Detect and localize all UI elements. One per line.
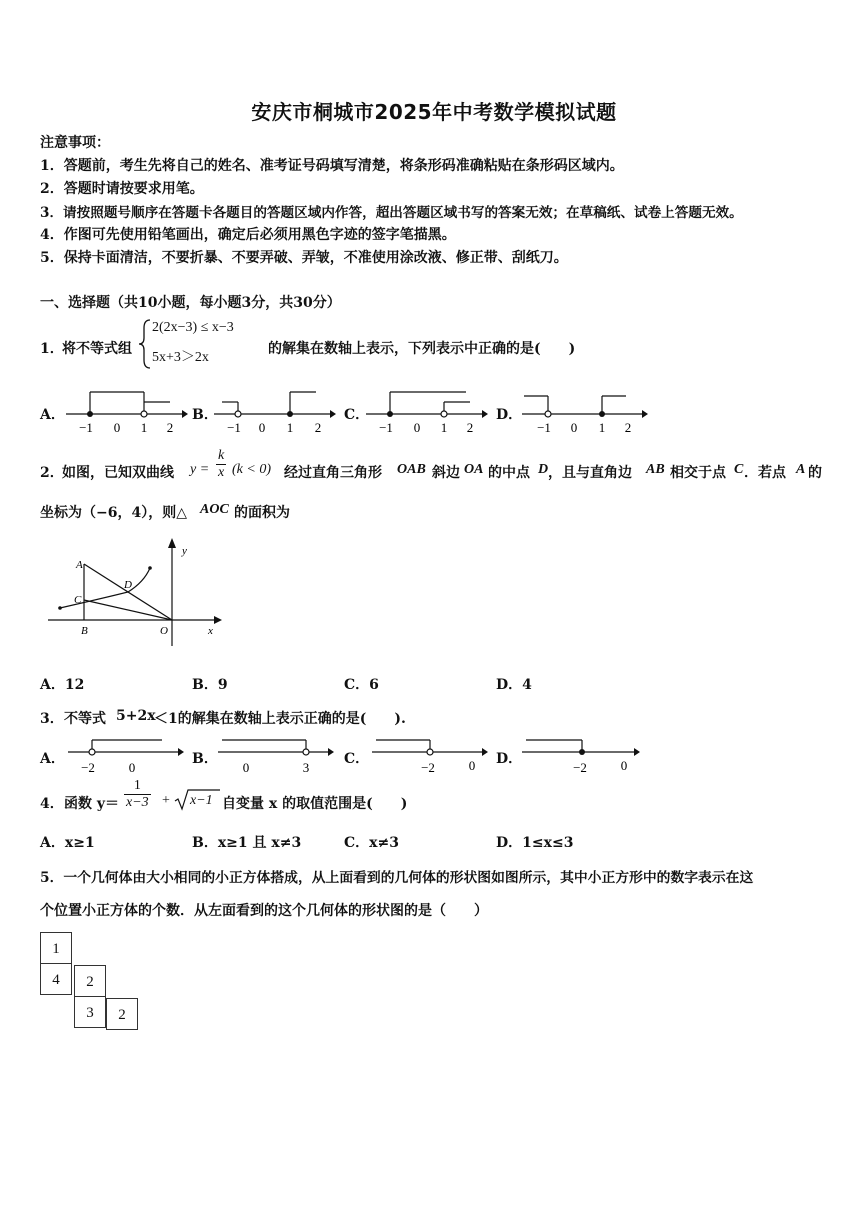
notice-item: 5．保持卡面清洁，不要折暴、不要弄破、弄皱，不准使用涂改液、修正带、刮纸刀。 [40,250,568,266]
q2-text: 相交于点 [670,465,726,481]
label-c: C [74,594,82,606]
q3-option-b[interactable]: B． [192,751,218,767]
q3-numberline-a [66,734,186,776]
q2-c: C [734,462,744,477]
q5-text-line1: 5．一个几何体由大小相同的小正方体搭成，从上面看到的几何体的形状图如图所示，其中小正方形中的数字表示在这 [40,870,754,886]
tick-label: 3 [302,760,310,775]
q2-option-d[interactable]: D．4 [496,677,532,693]
q1-option-a[interactable]: A． [40,407,65,423]
q4-option-d[interactable]: D．1≤x≤3 [496,835,574,851]
q4-frac-num: 1 [124,778,151,795]
q2-frac-den: x [218,465,225,480]
q2-option-a[interactable]: A．12 [40,677,85,693]
tick-label: −2 [421,760,435,775]
q1-prefix: 将不等式组 [62,341,132,357]
grid-cell: 4 [40,963,72,995]
q2-text: 斜边 [432,465,460,481]
q3-numberline-b [216,734,336,776]
tick-label: 0 [468,758,476,773]
tick-label: 0 [128,760,136,775]
q1-ineq-1: 2(2x−3) ≤ x−3 [152,320,234,335]
label-y: y [182,545,187,557]
q1-option-c[interactable]: C． [344,407,370,423]
q2-prefix: 如图，已知双曲线 [62,465,174,481]
tick-label: 1 [440,420,448,434]
q4-option-a[interactable]: A．x≥1 [40,835,95,851]
q3-numberline-d [520,734,642,776]
tick-label: 0 [620,758,628,773]
q2-line2: 坐标为（−6，4），则△ [40,505,187,521]
q2-text: ．若点 [744,465,786,481]
q4-frac-den: x−3 [126,795,149,810]
q2-option-b[interactable]: B．9 [192,677,228,693]
q3-text: 不等式 [64,711,106,727]
q1-numberline-c [364,388,488,434]
q4-plus: + [162,793,170,808]
q5-text-line2: 个位置小正方体的个数．从左面看到的这个几何体的形状图的是（ ） [40,903,488,919]
tick-label: 0 [113,420,121,434]
tick-label: −2 [573,760,587,775]
notice-item: 1．答题前，考生先将自己的姓名、准考证号码填写清楚，将条形码准确粘贴在条形码区域内。 [40,158,624,174]
tick-label: 1 [140,420,148,434]
q3-expr: 5+2x [116,708,156,724]
grid-cell: 2 [106,998,138,1030]
tick-label: −1 [227,420,241,434]
tick-label: −1 [79,420,93,434]
q2-ab: AB [646,462,665,477]
q1-option-d[interactable]: D． [496,407,523,423]
tick-label: 2 [314,420,322,434]
q3-text: ＜1的解集在数轴上表示正确的是( ). [154,711,406,727]
grid-cell: 1 [40,932,72,964]
q2-yeq: y = [190,462,210,477]
q2-text: 的中点 [488,465,530,481]
q2-number: 2． [40,465,64,481]
q1-number: 1． [40,341,64,357]
label-a: A [76,559,83,571]
q5-top-view-grid [40,932,142,1030]
q2-oa: OA [464,462,484,477]
q2-text: 的 [808,465,822,481]
label-o: O [160,625,168,637]
q3-option-c[interactable]: C． [344,751,370,767]
q2-text: ，且与直角边 [548,465,632,481]
label-d: D [124,579,132,591]
q2-option-c[interactable]: C．6 [344,677,379,693]
q3-option-d[interactable]: D． [496,751,523,767]
q1-brace [138,318,152,370]
notice-item: 3．请按照题号顺序在答题卡各题目的答题区域内作答，超出答题区域书写的答案无效；在草稿纸、试卷上答题无效。 [40,205,743,221]
label-x: x [208,625,213,637]
q4-prefix: 函数 y＝ [64,796,120,812]
q2-text: 经过直角三角形 [284,465,382,481]
q3-number: 3． [40,711,64,727]
q2-frac-num: k [218,448,225,463]
q1-option-b[interactable]: B． [192,407,218,423]
q2-line2b: 的面积为 [234,505,290,521]
q4-suffix: 自变量 x 的取值范围是( ) [222,796,408,812]
tick-label: 2 [166,420,174,434]
q1-numberline-d [520,388,648,434]
q1-numberline-a [64,388,188,434]
tick-label: 0 [570,420,578,434]
tick-label: 0 [413,420,421,434]
notice-item: 2．答题时请按要求用笔。 [40,181,204,197]
q3-numberline-c [370,734,490,776]
grid-cell: 3 [74,996,106,1028]
q1-numberline-b [212,388,336,434]
q4-option-c[interactable]: C．x≠3 [344,835,399,851]
q2-aoc: AOC [200,502,229,517]
tick-label: 0 [242,760,250,775]
q4-fraction [124,778,151,811]
q4-option-b[interactable]: B．x≥1 且 x≠3 [192,835,302,851]
tick-label: 0 [258,420,266,434]
tick-label: −1 [537,420,551,434]
q2-a: A [796,462,806,477]
tick-label: 1 [598,420,606,434]
tick-label: 2 [624,420,632,434]
notice-heading: 注意事项： [40,135,110,151]
notice-item: 4．作图可先使用铅笔画出，确定后必须用黑色字迹的签字笔描黑。 [40,227,456,243]
q1-suffix: 的解集在数轴上表示，下列表示中正确的是( ) [268,341,576,357]
q2-oab: OAB [397,462,426,477]
section-heading: 一、选择题（共10小题，每小题3分，共30分） [40,295,341,311]
q2-figure [44,534,230,652]
label-b: B [81,625,88,637]
tick-label: 1 [286,420,294,434]
grid-cell: 2 [74,965,106,997]
q2-d: D [538,462,549,477]
page-title: 安庆市桐城市2025年中考数学模拟试题 [251,100,617,124]
tick-label: 2 [466,420,474,434]
q2-fraction [216,448,226,481]
q4-sqrt-arg: x−1 [190,793,213,808]
tick-label: −1 [379,420,393,434]
q1-ineq-2: 5x+3＞2x [152,350,209,365]
q4-number: 4． [40,796,64,812]
tick-label: −2 [81,760,95,775]
q2-cond: (k < 0) [232,462,271,477]
q3-option-a[interactable]: A． [40,751,65,767]
